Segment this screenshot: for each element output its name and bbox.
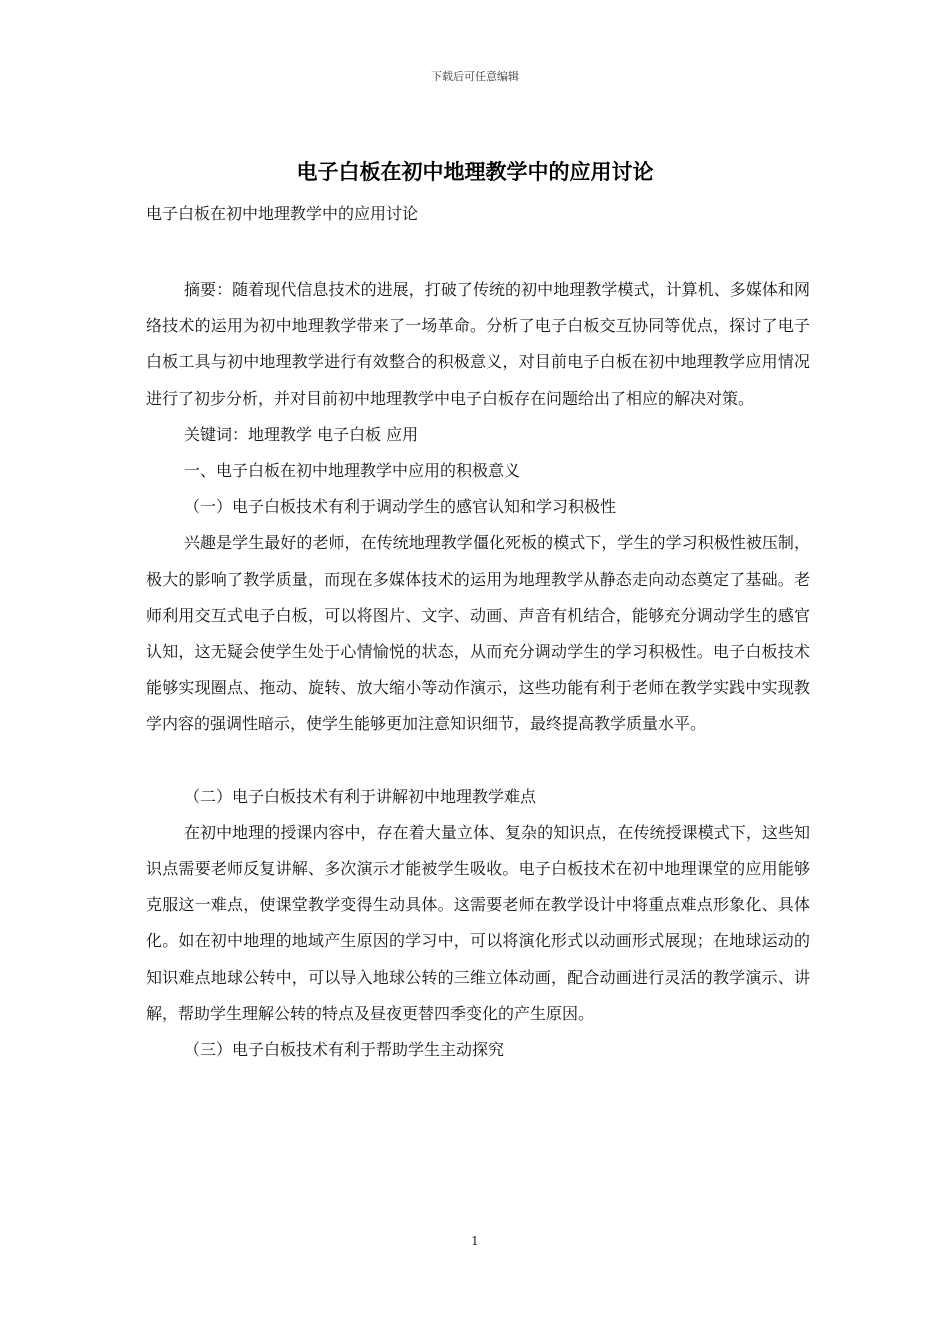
header-note: 下载后可任意编辑 [431, 70, 519, 83]
document-title: 电子白板在初中地理教学中的应用讨论 [296, 159, 654, 184]
subsection-body-2: 在初中地理的授课内容中，存在着大量立体、复杂的知识点，在传统授课模式下，这些知识点需要老师反复讲解、多次演示才能被学生吸收。电子白板技术在初中地理课堂的应用能够克服这一难点，使课堂教学变得生动具体。这需要老师在教学设计中将重点难点形象化、具体化。如在初中地理的地域产生原因的学习中，可以将演化形式以动画形式展现；在地球运动的知识难点地球公转中，可以导入地球公转的三维立体动画，配合动画进行灵活的教学演示、讲解，帮助学生理解公转的特点及昼夜更替四季变化的产生原因。 [146, 822, 810, 1023]
subsection-heading-3: （三）电子白板技术有利于帮助学生主动探究 [184, 1040, 505, 1060]
document-body [146, 196, 810, 1068]
abstract-paragraph: 摘要：随着现代信息技术的进展，打破了传统的初中地理教学模式，计算机、多媒体和网络技术的运用为初中地理教学带来了一场革命。分析了电子白板交互协同等优点，探讨了电子白板工具与初中地理教学进行有效整合的积极意义，对目前电子白板在初中地理教学应用情况进行了初步分析，并对目前初中地理教学中电子白板存在问题给出了相应的解决对策。 [146, 280, 810, 408]
keywords-line: 关键词：地理教学 电子白板 应用 [184, 424, 419, 444]
subsection-heading-1: （一）电子白板技术有利于调动学生的感官认知和学习积极性 [184, 497, 617, 517]
paragraph-gap [146, 743, 810, 779]
section-heading-1: 一、电子白板在初中地理教学中应用的积极意义 [184, 461, 521, 481]
document-subtitle: 电子白板在初中地理教学中的应用讨论 [146, 204, 419, 223]
page-number: 1 [471, 1234, 479, 1248]
subsection-body-1: 兴趣是学生最好的老师，在传统地理教学僵化死板的模式下，学生的学习积极性被压制，极大的影响了教学质量，而现在多媒体技术的运用为地理教学从静态走向动态奠定了基础。老师利用交互式电子白板，可以将图片、文字、动画、声音有机结合，能够充分调动学生的感官认知，这无疑会使学生处于心情愉悦的状态，从而充分调动学生的学习积极性。电子白板技术能够实现圈点、拖动、旋转、放大缩小等动作演示，这些功能有利于老师在教学实践中实现教学内容的强调性暗示，使学生能够更加注意知识细节，最终提高教学质量水平。 [146, 533, 810, 734]
subsection-heading-2: （二）电子白板技术有利于讲解初中地理教学难点 [184, 786, 537, 806]
